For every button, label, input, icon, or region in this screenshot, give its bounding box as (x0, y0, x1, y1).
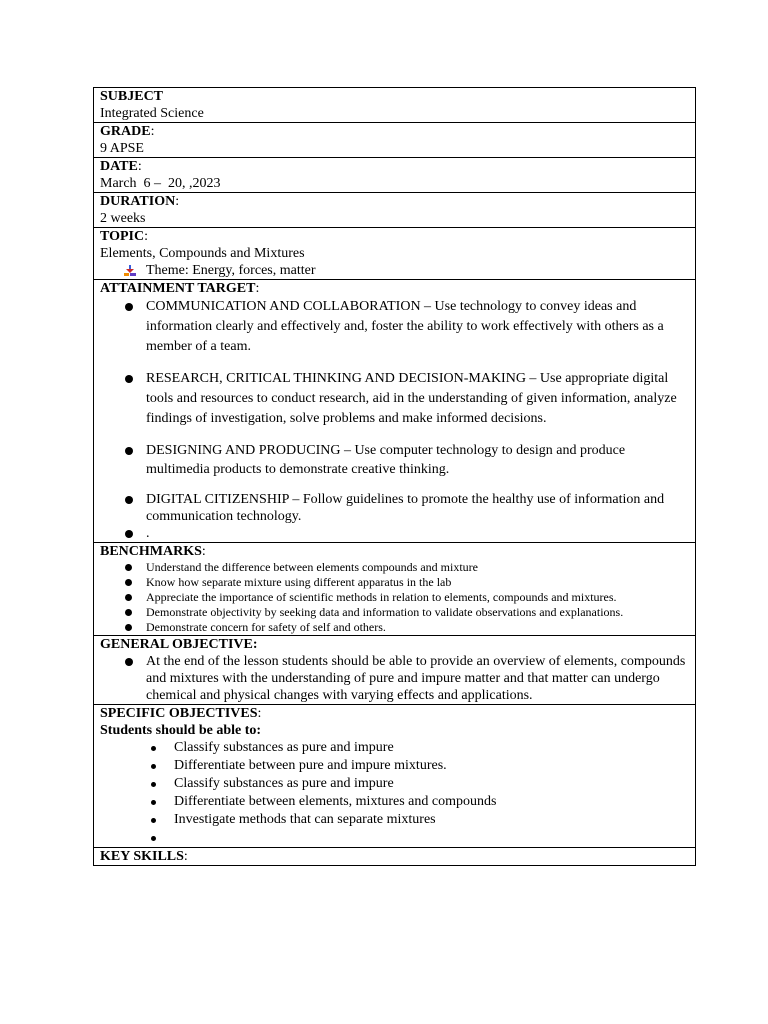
list-item (100, 829, 689, 847)
theme-text: Theme: Energy, forces, matter (146, 263, 316, 278)
bullet-icon (151, 782, 156, 787)
general-objective-list (100, 653, 689, 704)
subject-value: Integrated Science (100, 106, 204, 121)
benchmarks-cell (94, 543, 695, 636)
specific-objectives-list (100, 739, 689, 847)
list-item: Differentiate between pure and impure mixtures. (100, 757, 689, 775)
topic-cell (94, 228, 695, 280)
list-item: Classify substances as pure and impure (100, 775, 689, 793)
topic-label: TOPIC: (100, 229, 148, 244)
general-objective-label: GENERAL OBJECTIVE: (100, 637, 258, 652)
bullet-icon (125, 375, 133, 383)
theme-item (124, 262, 689, 279)
list-item: At the end of the lesson students should be able to provide an overview of elements, compounds and mixtures with the understanding of pure and impure matter and that matter can undergo chemical and physical changes with varying effects and applications. (100, 653, 689, 704)
list-item: Demonstrate concern for safety of self and others. (100, 620, 689, 635)
bullet-icon (125, 658, 133, 666)
duration-cell (94, 193, 695, 228)
specific-objectives-cell (94, 705, 695, 848)
list-item: DESIGNING AND PRODUCING – Use computer technology to design and produce multimedia products to demonstrate creative thinking. (100, 441, 689, 479)
list-item: Differentiate between elements, mixtures and compounds (100, 793, 689, 811)
theme-list (100, 262, 689, 279)
key-skills-cell (94, 848, 695, 865)
list-item: Investigate methods that can separate mixtures (100, 811, 689, 829)
specific-objectives-intro: Students should be able to: (100, 723, 262, 738)
bullet-icon (125, 530, 133, 538)
bullet-icon (125, 447, 133, 455)
topic-value: Elements, Compounds and Mixtures (100, 246, 305, 261)
date-cell (94, 158, 695, 193)
list-item: RESEARCH, CRITICAL THINKING AND DECISION-MAKING – Use appropriate digital tools and resources to conduct research, aid in the understanding of given information, analyze findings of investigation, solve problems and make informed decisions. (100, 369, 689, 429)
bullet-icon (125, 579, 132, 586)
list-item: Understand the difference between elements compounds and mixture (100, 560, 689, 575)
bullet-icon (151, 836, 156, 841)
general-objective-cell (94, 636, 695, 705)
attainment-list (100, 297, 689, 542)
lesson-plan-table (93, 87, 696, 866)
bullet-icon (151, 800, 156, 805)
grade-label: GRADE: (100, 124, 155, 139)
key-skills-label: KEY SKILLS: (100, 849, 188, 864)
specific-objectives-label: SPECIFIC OBJECTIVES: (100, 706, 262, 721)
subject-cell (94, 88, 695, 123)
bullet-icon (125, 609, 132, 616)
duration-value: 2 weeks (100, 211, 146, 226)
attainment-cell (94, 280, 695, 543)
list-item: Demonstrate objectivity by seeking data and information to validate observations and explanations. (100, 605, 689, 620)
bullet-icon (125, 594, 132, 601)
arrow-bullet-icon (124, 265, 136, 276)
bullet-icon (125, 496, 133, 504)
duration-label: DURATION: (100, 194, 180, 209)
bullet-icon (125, 303, 133, 311)
date-label: DATE: (100, 159, 142, 174)
grade-cell (94, 123, 695, 158)
bullet-icon (125, 564, 132, 571)
list-item: DIGITAL CITIZENSHIP – Follow guidelines to promote the healthy use of information and communication technology. (100, 491, 689, 525)
attainment-label: ATTAINMENT TARGET: (100, 281, 260, 296)
list-item: COMMUNICATION AND COLLABORATION – Use technology to convey ideas and information clearly and effectively and, foster the ability to work effectively with others as a member of a team. (100, 297, 689, 357)
bullet-icon (151, 818, 156, 823)
benchmarks-list (100, 560, 689, 635)
grade-value: 9 APSE (100, 141, 144, 156)
bullet-icon (151, 764, 156, 769)
bullet-icon (125, 624, 132, 631)
list-item: . (100, 525, 689, 542)
subject-label: SUBJECT (100, 89, 164, 104)
benchmarks-label: BENCHMARKS: (100, 544, 206, 559)
bullet-icon (151, 746, 156, 751)
list-item: Appreciate the importance of scientific methods in relation to elements, compounds and mixtures. (100, 590, 689, 605)
list-item: Know how separate mixture using different apparatus in the lab (100, 575, 689, 590)
list-item: Classify substances as pure and impure (100, 739, 689, 757)
date-value: March 6 – 20, ,2023 (100, 176, 221, 191)
